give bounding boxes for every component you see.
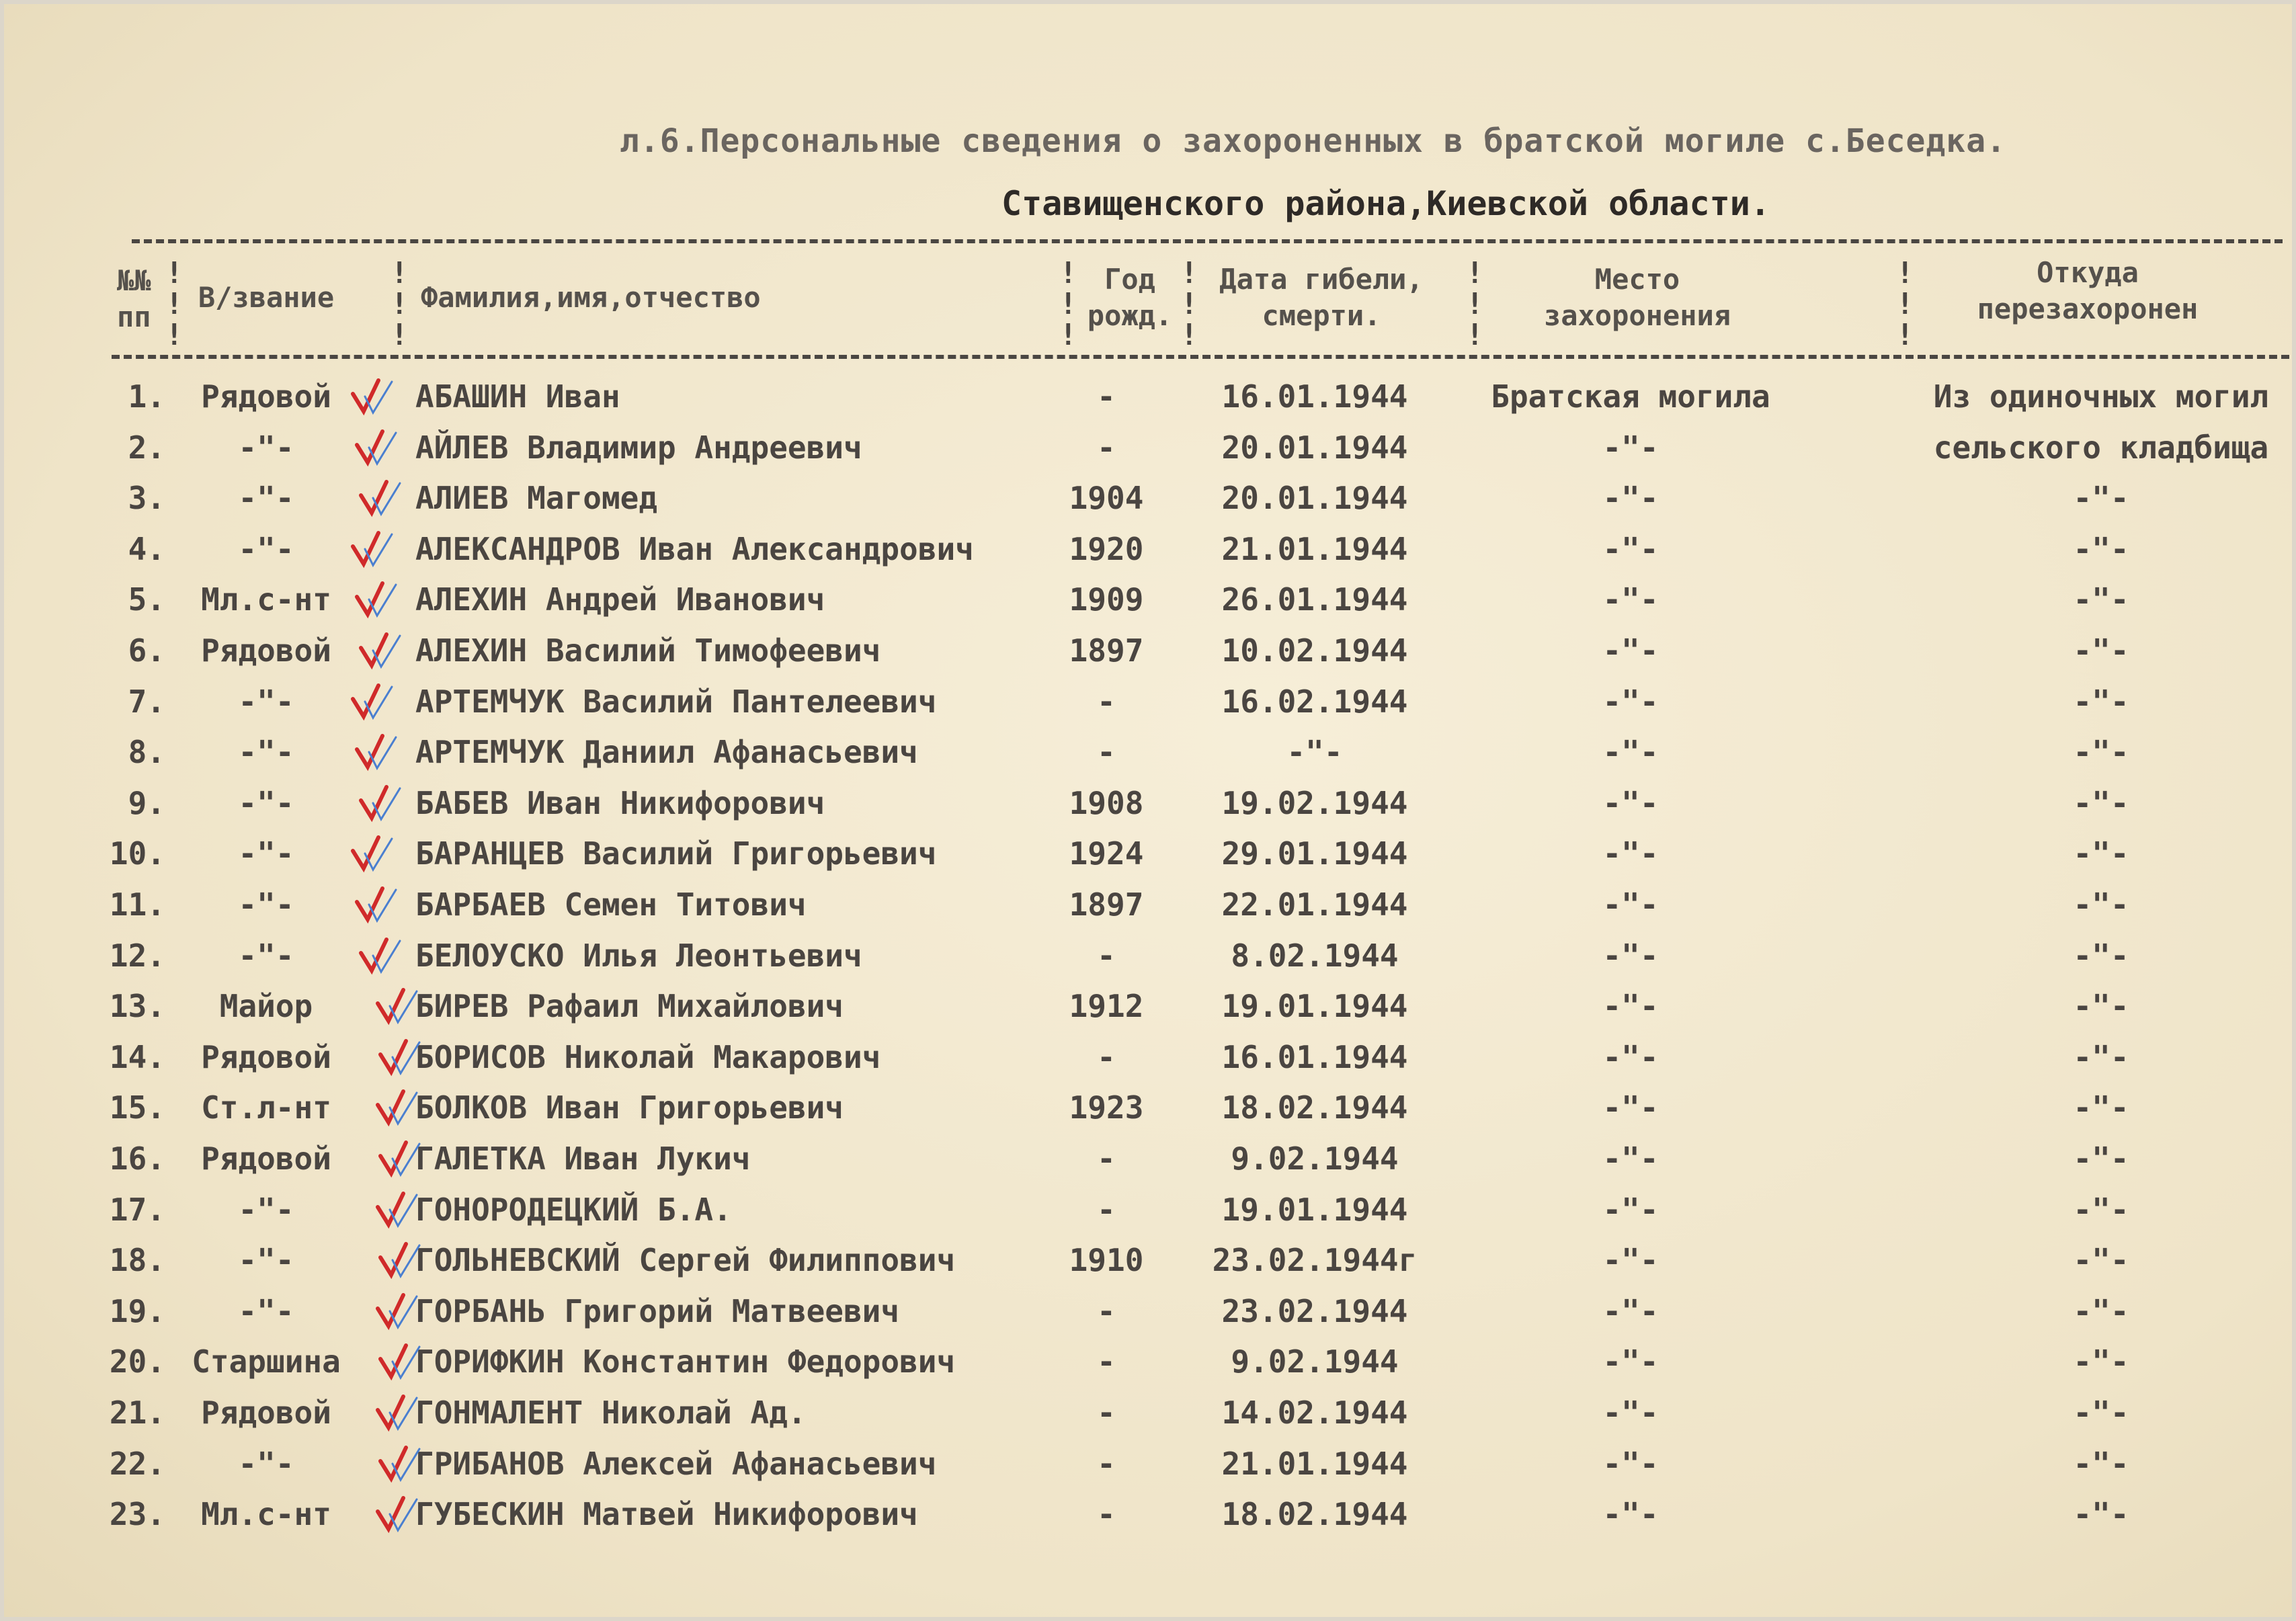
- header-separator: ! ! !: [1466, 256, 1484, 352]
- cell-date: 21.01.1944: [1221, 1445, 1408, 1482]
- cell-rank: Рядовой: [201, 1395, 331, 1431]
- cell-date: 19.01.1944: [1221, 988, 1408, 1025]
- cell-date: 19.01.1944: [1221, 1191, 1408, 1228]
- header-num: №№ пп: [117, 264, 151, 333]
- cell-year: -: [1097, 1395, 1116, 1431]
- cell-rank: -"-: [238, 886, 294, 923]
- cell-name: АЛИЕВ Магомед: [415, 480, 658, 517]
- cell-year: -: [1097, 1292, 1116, 1329]
- checkmark-icon: [354, 427, 401, 470]
- cell-place: -"-: [1602, 1191, 1659, 1228]
- cell-place: -"-: [1602, 886, 1659, 923]
- checkmark-icon: [375, 1087, 422, 1130]
- cell-num: 23.: [109, 1496, 165, 1533]
- cell-place: -"-: [1602, 1343, 1659, 1380]
- cell-rank: -"-: [238, 683, 294, 720]
- cell-date: 10.02.1944: [1221, 632, 1408, 669]
- cell-num: 4.: [128, 530, 165, 567]
- cell-year: 1923: [1069, 1089, 1144, 1126]
- cell-date: 23.02.1944: [1221, 1292, 1408, 1329]
- cell-num: 5.: [128, 581, 165, 618]
- cell-from: -"-: [2073, 1343, 2129, 1380]
- header-year: Год рожд.: [1087, 263, 1173, 332]
- cell-num: 2.: [128, 429, 165, 466]
- checkmark-icon: [354, 884, 401, 927]
- cell-name: АРТЕМЧУК Василий Пантелеевич: [415, 683, 937, 720]
- cell-rank: -"-: [238, 1445, 294, 1482]
- cell-place: -"-: [1602, 581, 1659, 618]
- cell-num: 15.: [109, 1089, 165, 1126]
- cell-from: -"-: [2073, 1191, 2129, 1228]
- header-separator: ! ! !: [391, 256, 409, 352]
- checkmark-icon: [358, 478, 405, 521]
- cell-from: -"-: [2073, 530, 2129, 567]
- cell-num: 3.: [128, 480, 165, 517]
- checkmark-icon: [350, 681, 397, 724]
- cell-place: -"-: [1602, 632, 1659, 669]
- cell-rank: -"-: [238, 734, 294, 771]
- cell-rank: Старшина: [192, 1343, 341, 1380]
- cell-from: -"-: [2073, 632, 2129, 669]
- cell-year: -: [1097, 378, 1116, 415]
- document-subtitle: Ставищенского района,Киевской области.: [1001, 184, 1770, 223]
- cell-rank: Рядовой: [201, 632, 331, 669]
- checkmark-icon: [354, 732, 401, 775]
- cell-num: 16.: [109, 1140, 165, 1177]
- cell-num: 11.: [109, 886, 165, 923]
- cell-rank: Ст.л-нт: [201, 1089, 331, 1126]
- cell-name: ГУБЕСКИН Матвей Никифорович: [415, 1496, 918, 1533]
- cell-year: 1897: [1069, 886, 1144, 923]
- cell-from: -"-: [2073, 784, 2129, 821]
- cell-from: сельского кладбища: [1933, 429, 2269, 466]
- header-bottom-rule: [112, 355, 2289, 359]
- cell-date: 16.01.1944: [1221, 1038, 1408, 1075]
- cell-name: ГОНМАЛЕНТ Николай Ад.: [415, 1395, 807, 1431]
- cell-place: -"-: [1602, 734, 1659, 771]
- cell-from: -"-: [2073, 1496, 2129, 1533]
- cell-year: 1904: [1069, 480, 1144, 517]
- cell-year: -: [1097, 683, 1116, 720]
- cell-from: -"-: [2073, 683, 2129, 720]
- cell-place: -"-: [1602, 988, 1659, 1025]
- cell-year: 1910: [1069, 1242, 1144, 1279]
- cell-rank: -"-: [238, 1242, 294, 1279]
- checkmark-icon: [375, 1393, 422, 1436]
- cell-place: -"-: [1602, 835, 1659, 872]
- cell-rank: -"-: [238, 1191, 294, 1228]
- cell-name: БОЛКОВ Иван Григорьевич: [415, 1089, 844, 1126]
- cell-from: -"-: [2073, 1242, 2129, 1279]
- cell-name: БОРИСОВ Николай Макарович: [415, 1038, 881, 1075]
- checkmark-icon: [354, 579, 401, 622]
- cell-date: 23.02.1944г: [1212, 1242, 1418, 1279]
- cell-num: 12.: [109, 937, 165, 974]
- cell-rank: -"-: [238, 429, 294, 466]
- cell-date: 14.02.1944: [1221, 1395, 1408, 1431]
- header-separator: ! ! !: [1180, 256, 1198, 352]
- cell-place: -"-: [1602, 429, 1659, 466]
- cell-year: -: [1097, 1140, 1116, 1177]
- cell-year: -: [1097, 429, 1116, 466]
- cell-date: 16.01.1944: [1221, 378, 1408, 415]
- cell-name: БАБЕВ Иван Никифорович: [415, 784, 825, 821]
- cell-name: БИРЕВ Рафаил Михайлович: [415, 988, 844, 1025]
- checkmark-icon: [375, 1291, 422, 1334]
- checkmark-icon: [378, 1138, 425, 1181]
- cell-from: -"-: [2073, 1292, 2129, 1329]
- cell-name: ГОРИФКИН Константин Федорович: [415, 1343, 956, 1380]
- cell-year: 1924: [1069, 835, 1144, 872]
- cell-date: 18.02.1944: [1221, 1089, 1408, 1126]
- checkmark-icon: [378, 1341, 425, 1384]
- cell-from: -"-: [2073, 480, 2129, 517]
- checkmark-icon: [378, 1037, 425, 1080]
- cell-year: 1912: [1069, 988, 1144, 1025]
- cell-place: -"-: [1602, 1445, 1659, 1482]
- cell-num: 8.: [128, 734, 165, 771]
- header-separator: ! ! !: [1896, 256, 1914, 352]
- header-place: Место захоронения: [1543, 263, 1731, 332]
- cell-place: -"-: [1602, 1140, 1659, 1177]
- cell-name: БАРБАЕВ Семен Титович: [415, 886, 807, 923]
- cell-num: 21.: [109, 1395, 165, 1431]
- cell-name: ГАЛЕТКА Иван Лукич: [415, 1140, 751, 1177]
- cell-place: -"-: [1602, 683, 1659, 720]
- header-from: Откуда перезахоронен: [1977, 256, 2199, 325]
- cell-date: 20.01.1944: [1221, 429, 1408, 466]
- cell-year: -: [1097, 1445, 1116, 1482]
- cell-place: -"-: [1602, 530, 1659, 567]
- cell-date: 18.02.1944: [1221, 1496, 1408, 1533]
- cell-name: ГРИБАНОВ Алексей Афанасьевич: [415, 1445, 937, 1482]
- checkmark-icon: [358, 783, 405, 826]
- cell-rank: Мл.с-нт: [201, 1496, 331, 1533]
- cell-name: АЛЕХИН Андрей Иванович: [415, 581, 825, 618]
- header-separator: ! ! !: [1059, 256, 1077, 352]
- checkmark-icon: [375, 986, 422, 1029]
- cell-year: -: [1097, 1496, 1116, 1533]
- cell-name: АРТЕМЧУК Даниил Афанасьевич: [415, 734, 918, 771]
- cell-name: ГОНОРОДЕЦКИЙ Б.А.: [415, 1191, 732, 1228]
- header-top-rule: [132, 239, 2283, 243]
- checkmark-icon: [350, 833, 397, 876]
- cell-num: 9.: [128, 784, 165, 821]
- cell-year: -: [1097, 1191, 1116, 1228]
- cell-date: 19.02.1944: [1221, 784, 1408, 821]
- cell-year: 1897: [1069, 632, 1144, 669]
- cell-num: 1.: [128, 378, 165, 415]
- cell-place: -"-: [1602, 937, 1659, 974]
- checkmark-icon: [375, 1190, 422, 1233]
- cell-place: Братская могила: [1491, 378, 1770, 415]
- cell-rank: -"-: [238, 784, 294, 821]
- cell-year: 1920: [1069, 530, 1144, 567]
- cell-from: Из одиночных могил: [1933, 378, 2269, 415]
- cell-date: 20.01.1944: [1221, 480, 1408, 517]
- header-separator: ! ! !: [165, 256, 183, 352]
- checkmark-icon: [350, 376, 397, 419]
- cell-from: -"-: [2073, 1038, 2129, 1075]
- cell-num: 17.: [109, 1191, 165, 1228]
- cell-num: 10.: [109, 835, 165, 872]
- cell-date: 8.02.1944: [1231, 937, 1399, 974]
- cell-name: БЕЛОУСКО Илья Леонтьевич: [415, 937, 862, 974]
- checkmark-icon: [378, 1240, 425, 1283]
- header-rank: В/звание: [198, 281, 335, 314]
- cell-place: -"-: [1602, 1089, 1659, 1126]
- cell-rank: -"-: [238, 480, 294, 517]
- cell-rank: -"-: [238, 835, 294, 872]
- cell-num: 6.: [128, 632, 165, 669]
- cell-name: АЙЛЕВ Владимир Андреевич: [415, 429, 862, 466]
- cell-num: 18.: [109, 1242, 165, 1279]
- cell-from: -"-: [2073, 1089, 2129, 1126]
- cell-name: БАРАНЦЕВ Василий Григорьевич: [415, 835, 937, 872]
- cell-rank: Мл.с-нт: [201, 581, 331, 618]
- checkmark-icon: [350, 529, 397, 572]
- cell-name: ГОРБАНЬ Григорий Матвеевич: [415, 1292, 900, 1329]
- cell-name: АЛЕКСАНДРОВ Иван Александрович: [415, 530, 974, 567]
- checkmark-icon: [358, 936, 405, 979]
- cell-from: -"-: [2073, 937, 2129, 974]
- cell-rank: Рядовой: [201, 1038, 331, 1075]
- cell-from: -"-: [2073, 734, 2129, 771]
- cell-rank: -"-: [238, 530, 294, 567]
- cell-place: -"-: [1602, 480, 1659, 517]
- cell-place: -"-: [1602, 1242, 1659, 1279]
- cell-date: 16.02.1944: [1221, 683, 1408, 720]
- cell-year: 1908: [1069, 784, 1144, 821]
- cell-rank: -"-: [238, 937, 294, 974]
- cell-from: -"-: [2073, 1395, 2129, 1431]
- cell-year: -: [1097, 1343, 1116, 1380]
- cell-num: 7.: [128, 683, 165, 720]
- cell-year: -: [1097, 1038, 1116, 1075]
- cell-rank: Рядовой: [201, 1140, 331, 1177]
- cell-from: -"-: [2073, 835, 2129, 872]
- cell-date: 21.01.1944: [1221, 530, 1408, 567]
- cell-from: -"-: [2073, 581, 2129, 618]
- cell-date: -"-: [1286, 734, 1343, 771]
- cell-place: -"-: [1602, 1038, 1659, 1075]
- checkmark-icon: [358, 630, 405, 673]
- cell-year: -: [1097, 734, 1116, 771]
- cell-num: 20.: [109, 1343, 165, 1380]
- cell-place: -"-: [1602, 1395, 1659, 1431]
- cell-num: 19.: [109, 1292, 165, 1329]
- cell-place: -"-: [1602, 1292, 1659, 1329]
- cell-date: 22.01.1944: [1221, 886, 1408, 923]
- header-name: Фамилия,имя,отчество: [421, 281, 761, 314]
- cell-date: 9.02.1944: [1231, 1140, 1399, 1177]
- cell-year: -: [1097, 937, 1116, 974]
- checkmark-icon: [375, 1494, 422, 1537]
- cell-num: 13.: [109, 988, 165, 1025]
- cell-num: 22.: [109, 1445, 165, 1482]
- cell-from: -"-: [2073, 988, 2129, 1025]
- document-title: л.6.Персональные сведения о захороненных в братской могиле с.Беседка.: [620, 122, 2006, 160]
- cell-from: -"-: [2073, 1445, 2129, 1482]
- cell-rank: Рядовой: [201, 378, 331, 415]
- cell-rank: -"-: [238, 1292, 294, 1329]
- header-date: Дата гибели, смерти.: [1219, 263, 1424, 332]
- cell-from: -"-: [2073, 886, 2129, 923]
- cell-year: 1909: [1069, 581, 1144, 618]
- cell-place: -"-: [1602, 784, 1659, 821]
- checkmark-icon: [378, 1444, 425, 1487]
- cell-date: 9.02.1944: [1231, 1343, 1399, 1380]
- cell-place: -"-: [1602, 1496, 1659, 1533]
- cell-num: 14.: [109, 1038, 165, 1075]
- cell-name: ГОЛЬНЕВСКИЙ Сергей Филиппович: [415, 1242, 956, 1279]
- cell-name: АЛЕХИН Василий Тимофеевич: [415, 632, 881, 669]
- cell-name: АБАШИН Иван: [415, 378, 620, 415]
- cell-date: 26.01.1944: [1221, 581, 1408, 618]
- cell-from: -"-: [2073, 1140, 2129, 1177]
- cell-date: 29.01.1944: [1221, 835, 1408, 872]
- cell-rank: Майор: [219, 988, 313, 1025]
